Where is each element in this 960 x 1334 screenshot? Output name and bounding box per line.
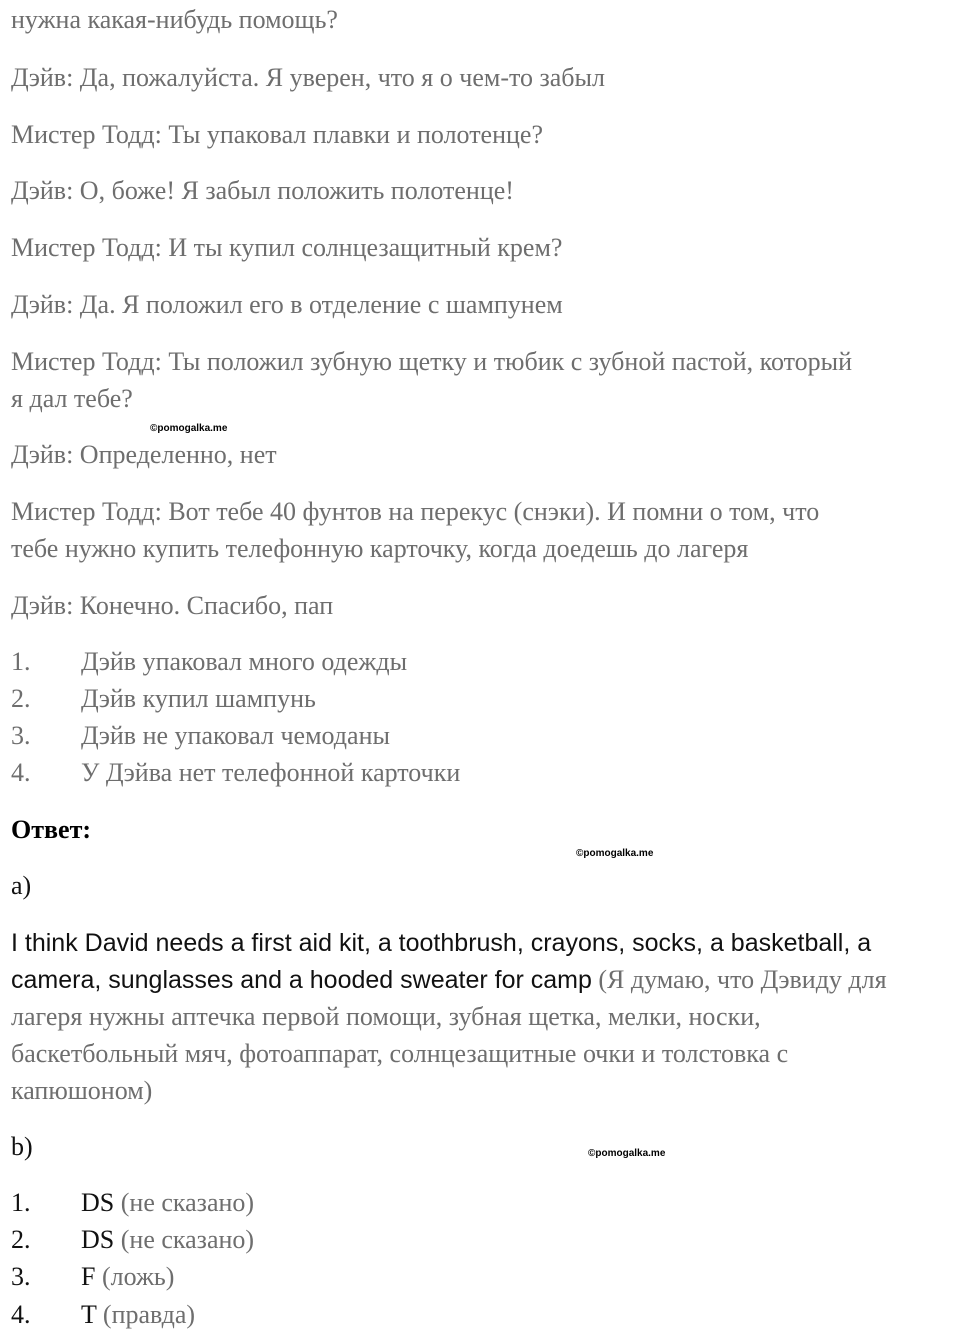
- list-text: У Дэйва нет телефонной карточки: [81, 758, 461, 787]
- answer-line: [11, 962, 887, 998]
- answer-translation-line: лагеря нужны аптечка первой помощи, зубная щетка, мелки, носки,: [11, 1002, 761, 1031]
- dialogue-line: тебе нужно купить телефонную карточку, когда доедешь до лагеря: [11, 534, 749, 563]
- list-number: 2.: [11, 684, 31, 713]
- list-number: 4.: [11, 758, 31, 787]
- list-text: Дэйв не упаковал чемоданы: [81, 721, 390, 750]
- answer-note: (не сказано): [114, 1188, 255, 1217]
- list-number: 1.: [11, 1188, 31, 1217]
- list-number: 2.: [11, 1225, 31, 1254]
- list-text: Дэйв упаковал много одежды: [81, 647, 408, 676]
- dialogue-line: Дэйв: Да, пожалуйста. Я уверен, что я о чем-то забыл: [11, 63, 605, 92]
- list-number: 4.: [11, 1300, 31, 1329]
- dialogue-line: Дэйв: О, боже! Я забыл положить полотенце!: [11, 176, 514, 205]
- dialogue-line: Дэйв: Да. Я положил его в отделение с шампунем: [11, 290, 563, 319]
- dialogue-line: Дэйв: Конечно. Спасибо, пап: [11, 591, 334, 620]
- answer-note: (ложь): [95, 1262, 175, 1291]
- part-a-label: a): [11, 871, 32, 900]
- dialogue-line: Мистер Тодд: Ты упаковал плавки и полотенце?: [11, 120, 544, 149]
- dialogue-line: я дал тебе?: [11, 384, 133, 413]
- answer-translation-line: капюшоном): [11, 1076, 153, 1105]
- answer-heading: Ответ:: [11, 815, 92, 844]
- answer-translation-line: баскетбольный мяч, фотоаппарат, солнцезащитные очки и толстовка с: [11, 1039, 789, 1068]
- answer-english-text: camera, sunglasses and a hooded sweater for camp: [11, 966, 592, 994]
- watermark: ©pomogalka.me: [588, 1148, 666, 1159]
- answer-note: (не сказано): [114, 1225, 255, 1254]
- list-number: 3.: [11, 1262, 31, 1291]
- list-number: 1.: [11, 647, 31, 676]
- answer-code: F: [81, 1262, 96, 1291]
- answer-note: (правда): [96, 1300, 196, 1329]
- answer-translation-text: (Я думаю, что Дэвиду для: [591, 965, 887, 994]
- part-b-label: b): [11, 1132, 33, 1161]
- dialogue-line: Дэйв: Определенно, нет: [11, 440, 277, 469]
- answer-code: DS: [81, 1225, 115, 1254]
- answer-code: T: [81, 1300, 97, 1329]
- watermark: ©pomogalka.me: [150, 423, 228, 434]
- answer-english-line: I think David needs a first aid kit, a toothbrush, crayons, socks, a basketball, a: [11, 929, 872, 957]
- dialogue-line: нужна какая-нибудь помощь?: [11, 5, 338, 34]
- list-text: Дэйв купил шампунь: [81, 684, 316, 713]
- dialogue-line: Мистер Тодд: Вот тебе 40 фунтов на перекус (снэки). И помни о том, что: [11, 497, 820, 526]
- answer-code: DS: [81, 1188, 115, 1217]
- dialogue-line: Мистер Тодд: Ты положил зубную щетку и тюбик с зубной пастой, который: [11, 347, 853, 376]
- dialogue-line: Мистер Тодд: И ты купил солнцезащитный крем?: [11, 233, 563, 262]
- list-number: 3.: [11, 721, 31, 750]
- watermark: ©pomogalka.me: [576, 848, 654, 859]
